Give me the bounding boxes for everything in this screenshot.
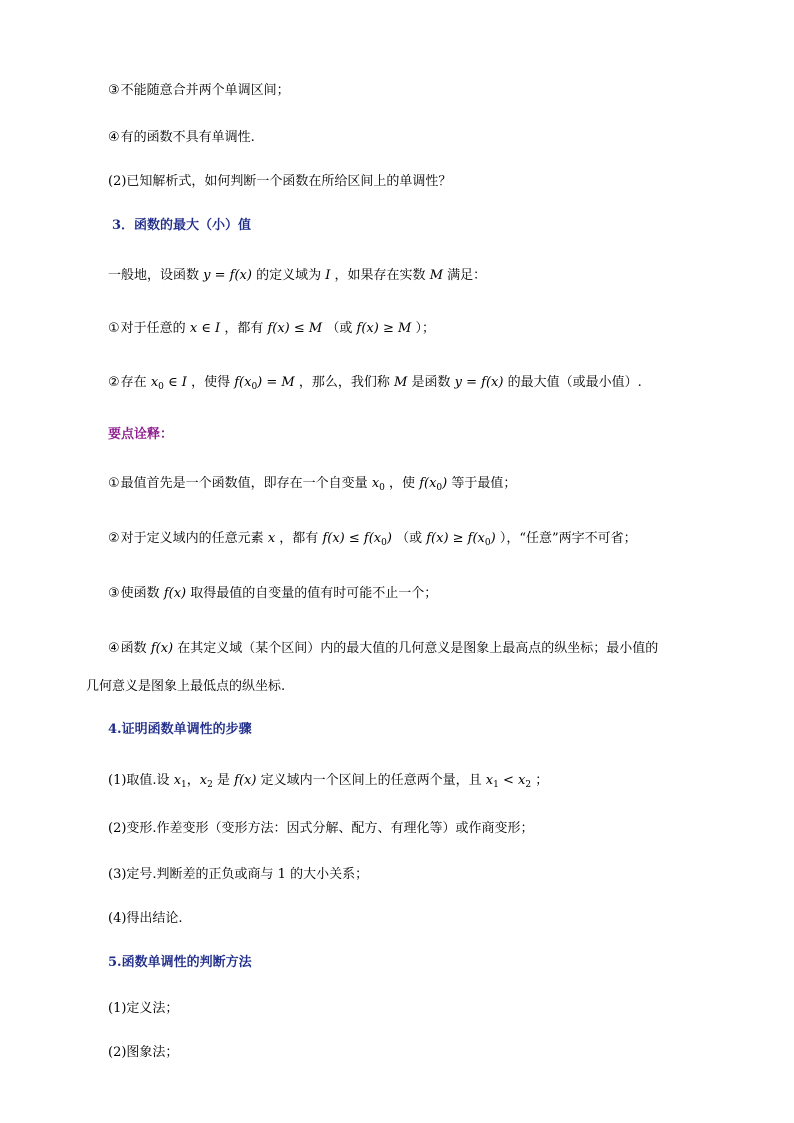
text: 一般地，设函数 bbox=[108, 268, 200, 283]
rest: ∈ I bbox=[163, 375, 187, 390]
circled-number-3: ③ bbox=[108, 83, 120, 98]
text: ， bbox=[186, 773, 200, 788]
text: 的最大值（或最小值）. bbox=[507, 375, 642, 390]
section-3-heading: 3．函数的最大（小）值 bbox=[112, 218, 252, 233]
section-4-heading: 4.证明函数单调性的步骤 bbox=[108, 722, 252, 737]
key-point-1 bbox=[108, 475, 516, 493]
text: 是函数 bbox=[411, 375, 451, 390]
text: (1)取值.设 bbox=[108, 773, 170, 788]
part: ) bbox=[442, 476, 448, 491]
text: ）； bbox=[415, 321, 435, 336]
text: 的定义域为 bbox=[256, 268, 322, 283]
circled-number-2: ② bbox=[108, 531, 120, 546]
condition-1 bbox=[108, 320, 435, 338]
key-point-4 bbox=[108, 640, 658, 658]
item-4-no-monotonic bbox=[108, 129, 255, 147]
part: f(x) ≥ f(x bbox=[426, 531, 485, 546]
subscript: 2 bbox=[525, 780, 532, 790]
formula-x0 bbox=[372, 476, 385, 491]
text: 最值首先是一个函数值，即存在一个自变量 bbox=[120, 476, 368, 491]
formula-x-in-I: x ∈ I bbox=[189, 321, 221, 336]
subscript: 0 bbox=[484, 538, 491, 548]
text: 对于任意的 bbox=[120, 321, 186, 336]
text: ，那么，我们称 bbox=[298, 375, 390, 390]
part: f(x bbox=[234, 375, 252, 390]
subscript: 0 bbox=[436, 483, 443, 493]
formula-fx-ge-M: f(x) ≥ M bbox=[356, 321, 412, 336]
var: x bbox=[371, 476, 380, 491]
formula-fx-ge-fx0 bbox=[426, 531, 495, 546]
part: ) bbox=[386, 531, 392, 546]
step-4: (4)得出结论. bbox=[108, 911, 183, 926]
operator: < bbox=[498, 773, 519, 788]
text: 对于定义域内的任意元素 bbox=[120, 531, 264, 546]
var: x bbox=[485, 773, 494, 788]
text: ，使得 bbox=[191, 375, 231, 390]
formula-fx0 bbox=[419, 476, 447, 491]
formula-fx0-eq-M bbox=[234, 375, 295, 390]
step-2: (2)变形.作差变形（变形方法：因式分解、配方、有理化等）或作商变形； bbox=[108, 821, 534, 836]
text: （或 bbox=[396, 531, 423, 546]
subscript: 1 bbox=[493, 780, 499, 790]
text: 使函数 bbox=[120, 586, 160, 601]
step-1 bbox=[108, 772, 548, 790]
formula-fx: f(x) bbox=[234, 773, 257, 788]
formula-I: I bbox=[325, 268, 331, 283]
part: f(x) ≤ f(x bbox=[322, 531, 382, 546]
formula-fx-le-fx0 bbox=[322, 531, 391, 546]
text: 满足： bbox=[447, 268, 487, 283]
part: ) = M bbox=[257, 375, 295, 390]
text: 函数 bbox=[120, 641, 147, 656]
formula-x1-lt-x2 bbox=[486, 773, 531, 788]
formula-M: M bbox=[394, 375, 408, 390]
circled-number-1: ① bbox=[108, 476, 120, 491]
condition-2 bbox=[108, 374, 642, 392]
text: ，如果存在实数 bbox=[334, 268, 426, 283]
method-2: (2)图象法； bbox=[108, 1045, 179, 1060]
subscript: 0 bbox=[251, 382, 258, 392]
item-3-no-merge bbox=[108, 82, 290, 100]
part: ) bbox=[490, 531, 496, 546]
subscript: 1 bbox=[181, 780, 187, 790]
question-2: (2)已知解析式，如何判断一个函数在所给区间上的单调性？ bbox=[108, 174, 452, 189]
key-point-4-continued: 几何意义是图象上最低点的纵坐标. bbox=[86, 679, 286, 694]
subscript: 0 bbox=[381, 538, 387, 548]
subscript: 0 bbox=[158, 382, 164, 392]
subscript: 0 bbox=[379, 483, 385, 493]
subscript: 2 bbox=[207, 780, 213, 790]
formula-fx-le-M: f(x) ≤ M bbox=[267, 321, 323, 336]
key-point-3 bbox=[108, 585, 437, 603]
var: x bbox=[518, 773, 526, 788]
definition-intro bbox=[108, 267, 486, 285]
formula-fx: f(x) bbox=[163, 586, 187, 601]
part: f(x bbox=[419, 476, 437, 491]
formula-x: x bbox=[267, 531, 276, 546]
circled-number-4: ④ bbox=[108, 130, 120, 145]
var: x bbox=[150, 375, 159, 390]
circled-number-2: ② bbox=[108, 375, 120, 390]
circled-number-3: ③ bbox=[108, 586, 120, 601]
item-text: 有的函数不具有单调性. bbox=[120, 130, 255, 145]
text: 存在 bbox=[120, 375, 147, 390]
text: ，都有 bbox=[279, 531, 319, 546]
formula-fx: f(x) bbox=[150, 641, 174, 656]
text: ，使 bbox=[389, 476, 416, 491]
text: ，都有 bbox=[224, 321, 264, 336]
item-text: 不能随意合并两个单调区间； bbox=[120, 83, 290, 98]
method-1: (1)定义法； bbox=[108, 1001, 179, 1016]
formula-x2 bbox=[200, 773, 213, 788]
text: ），“任意”两字不可省； bbox=[499, 531, 637, 546]
text: ； bbox=[535, 773, 549, 788]
formula-x1 bbox=[174, 773, 187, 788]
var: x bbox=[173, 773, 182, 788]
text: 在其定义域（某个区间）内的最大值的几何意义是图象上最高点的纵坐标；最小值的 bbox=[177, 641, 659, 656]
section-5-heading: 5.函数单调性的判断方法 bbox=[108, 955, 252, 970]
formula-y-fx: y = f(x) bbox=[454, 375, 504, 390]
text: 取得最值的自变量的值有时可能不止一个； bbox=[190, 586, 438, 601]
key-point-2 bbox=[108, 530, 637, 548]
key-points-heading: 要点诠释： bbox=[108, 427, 174, 442]
circled-number-1: ① bbox=[108, 321, 120, 336]
formula-x0-in-I bbox=[151, 375, 187, 390]
var: x bbox=[199, 773, 208, 788]
formula-y-fx: y = f(x) bbox=[203, 268, 252, 283]
circled-number-4: ④ bbox=[108, 641, 120, 656]
text: （或 bbox=[326, 321, 353, 336]
formula-M: M bbox=[429, 268, 443, 283]
text: 是 bbox=[217, 773, 231, 788]
step-3: (3)定号.判断差的正负或商与 1 的大小关系； bbox=[108, 867, 369, 882]
text: 定义域内一个区间上的任意两个量，且 bbox=[260, 773, 482, 788]
text: 等于最值； bbox=[451, 476, 517, 491]
